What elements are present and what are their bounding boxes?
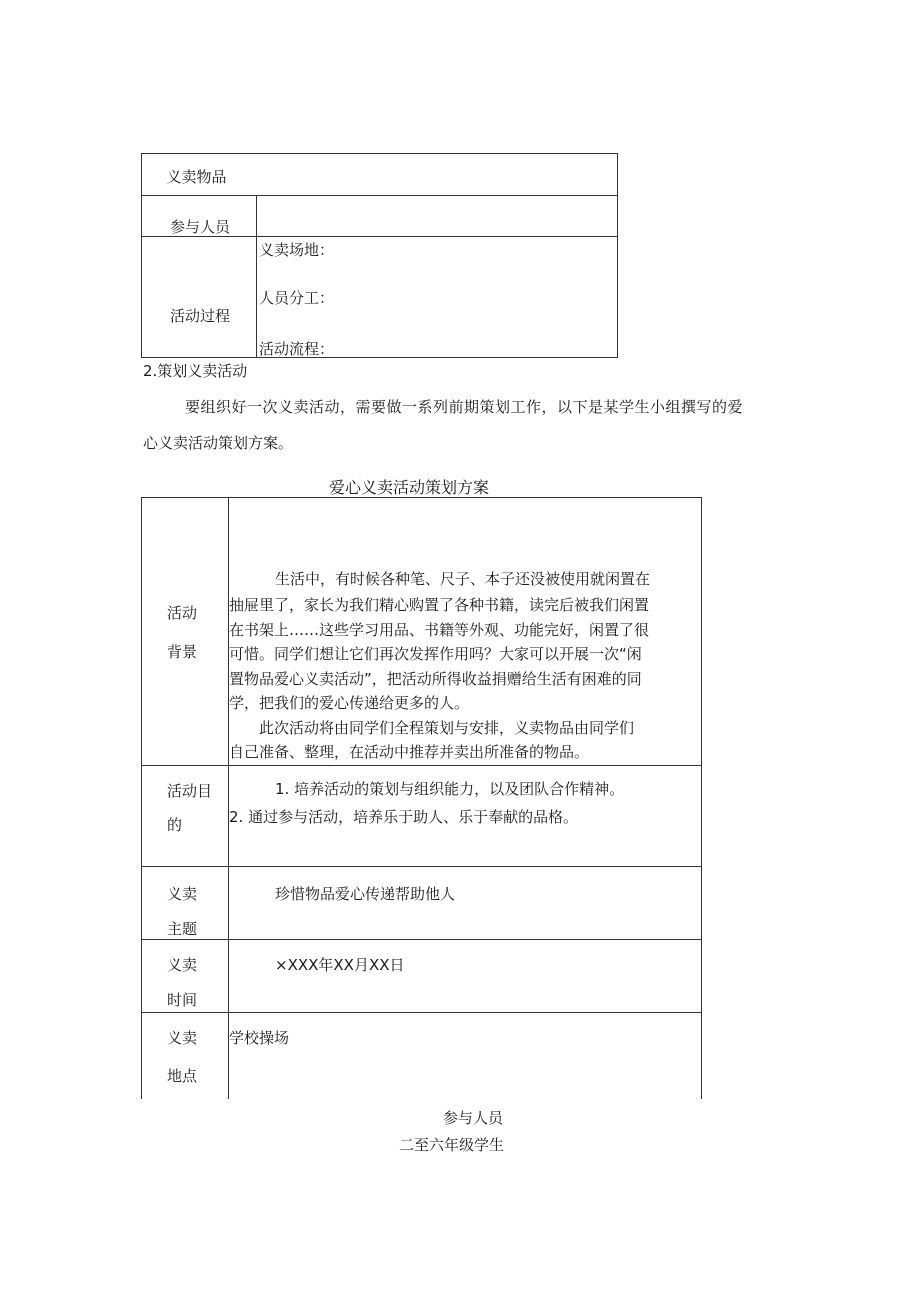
bg-line: 自己准备、整理，在活动中推荐并卖出所准备的物品。 <box>229 743 590 761</box>
bg-line: 在书架上……这些学习用品、书籍等外观、功能完好，闲置了很 <box>229 621 650 639</box>
label-participants: 参与人员 <box>170 218 231 236</box>
process-details-cell <box>257 237 618 358</box>
intro-line-2: 心义卖活动策划方案。 <box>143 434 294 452</box>
theme-label-2: 主题 <box>167 920 198 938</box>
participants-label: 参与人员 <box>443 1109 504 1127</box>
theme-content-cell <box>229 867 702 940</box>
goal-label-1: 活动目 <box>167 782 213 800</box>
theme-value: 珍惜物品爱心传递帮助他人 <box>275 885 456 903</box>
bg-line: 此次活动将由同学们全程策划与安排，义卖物品由同学们 <box>259 719 635 737</box>
goal-line-2: 2. 通过参与活动，培养乐于助人、乐于奉献的品格。 <box>229 808 579 826</box>
row-items <box>142 154 618 196</box>
bg-line: 生活中，有时候各种笔、尺子、本子还没被使用就闲置在 <box>275 570 651 588</box>
goal-line-1: 1. 培养活动的策划与组织能力，以及团队合作精神。 <box>275 780 625 798</box>
goal-label-2: 的 <box>167 816 183 834</box>
bg-line: 抽屉里了，家长为我们精心购置了各种书籍，读完后被我们闲置 <box>229 596 650 614</box>
time-label-1: 义卖 <box>167 956 198 974</box>
background-label-1: 活动 <box>167 604 198 622</box>
participants-value-cell <box>257 196 618 237</box>
staffing-line: 人员分工： <box>259 289 335 307</box>
bg-line: 学，把我们的爱心传递给更多的人。 <box>229 694 470 712</box>
time-label-cell <box>142 940 229 1013</box>
activity-form-table <box>141 153 618 358</box>
place-label-1: 义卖 <box>167 1029 198 1047</box>
intro-line-1: 要组织好一次义卖活动，需要做一系列前期策划工作，以下是某学生小组撰写的爱 <box>185 398 744 416</box>
participants-value: 二至六年级学生 <box>399 1136 505 1154</box>
time-value: ×XXX年XX月XX日 <box>275 956 405 974</box>
label-participants-cell <box>142 196 257 237</box>
background-content-cell <box>229 498 702 766</box>
goal-content-cell <box>229 766 702 867</box>
background-label-cell <box>142 498 229 766</box>
place-label-cell <box>142 1013 229 1099</box>
background-label-2: 背景 <box>167 643 198 661</box>
venue-line: 义卖场地： <box>259 241 335 259</box>
goal-label-cell <box>142 766 229 867</box>
place-label-2: 地点 <box>167 1067 198 1085</box>
label-process: 活动过程 <box>170 307 231 325</box>
plan-table <box>141 497 702 1099</box>
place-content-cell <box>229 1013 702 1099</box>
bg-line: 可惜。同学们想让它们再次发挥作用吗？大家可以开展一次“闲 <box>229 645 642 663</box>
place-value: 学校操场 <box>229 1029 290 1047</box>
flow-line: 活动流程： <box>259 340 335 358</box>
label-items: 义卖物品 <box>166 167 227 186</box>
label-process-cell <box>142 237 257 358</box>
section-heading: 2.策划义卖活动 <box>143 362 248 380</box>
plan-title: 爱心义卖活动策划方案 <box>329 478 490 497</box>
theme-label-cell <box>142 867 229 940</box>
time-content-cell <box>229 940 702 1013</box>
time-label-2: 时间 <box>167 991 198 1009</box>
theme-label-1: 义卖 <box>167 885 198 903</box>
bg-line: 置物品爱心义卖活动”，把活动所得收益捐赠给生活有困难的同 <box>229 670 642 688</box>
